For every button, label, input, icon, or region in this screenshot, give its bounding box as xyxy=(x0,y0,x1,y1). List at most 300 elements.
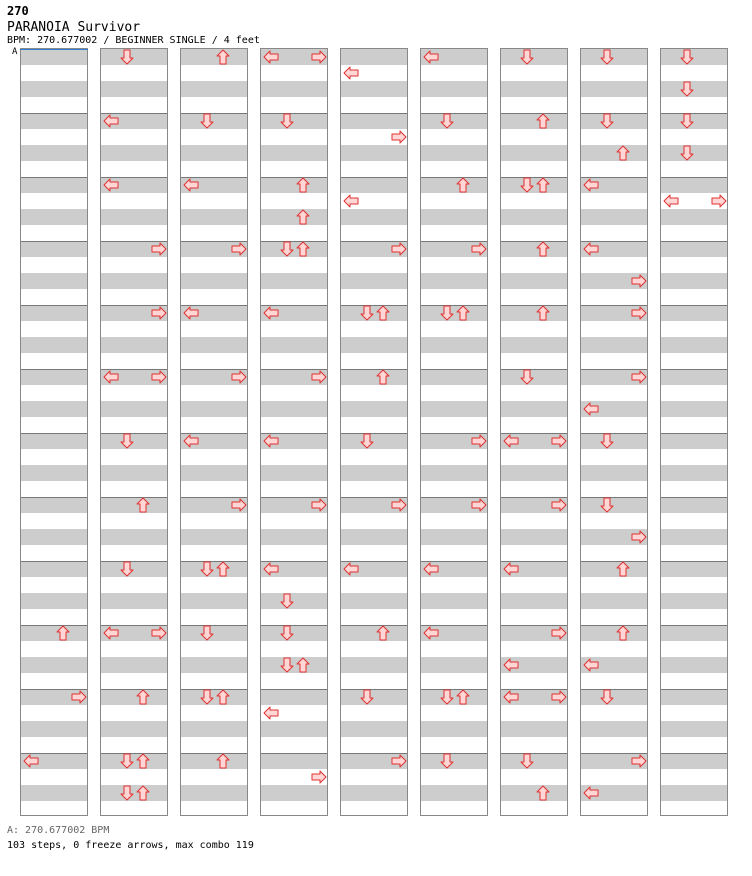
down-arrow-icon xyxy=(599,433,615,449)
beat-stripe xyxy=(21,209,87,225)
measure-line xyxy=(581,625,647,626)
down-arrow-icon xyxy=(279,593,295,609)
down-arrow-icon xyxy=(439,113,455,129)
down-arrow-icon xyxy=(119,561,135,577)
beat-stripe xyxy=(341,369,407,385)
beat-stripe xyxy=(21,145,87,161)
beat-stripe xyxy=(661,369,727,385)
left-arrow-icon xyxy=(183,433,199,449)
left-arrow-icon xyxy=(103,369,119,385)
beat-stripe xyxy=(261,721,327,737)
left-arrow-icon xyxy=(583,401,599,417)
up-arrow-icon xyxy=(295,177,311,193)
beat-stripe xyxy=(101,497,167,513)
beat-stripe xyxy=(421,593,487,609)
measure-line xyxy=(101,497,167,498)
beat-stripe xyxy=(261,273,327,289)
beat-stripe xyxy=(181,145,247,161)
up-arrow-icon xyxy=(535,305,551,321)
down-arrow-icon xyxy=(359,433,375,449)
left-arrow-icon xyxy=(263,305,279,321)
down-arrow-icon xyxy=(279,113,295,129)
down-arrow-icon xyxy=(519,177,535,193)
down-arrow-icon xyxy=(279,241,295,257)
beat-stripe xyxy=(661,209,727,225)
measure-line xyxy=(501,113,567,114)
beat-stripe xyxy=(181,465,247,481)
chart-column xyxy=(500,48,568,816)
measure-line xyxy=(661,561,727,562)
right-arrow-icon xyxy=(551,497,567,513)
beat-stripe xyxy=(661,561,727,577)
beat-stripe xyxy=(261,785,327,801)
beat-stripe xyxy=(341,337,407,353)
beat-stripe xyxy=(261,145,327,161)
up-arrow-icon xyxy=(535,113,551,129)
beat-stripe xyxy=(501,113,567,129)
beat-stripe xyxy=(501,273,567,289)
beat-stripe xyxy=(261,689,327,705)
left-arrow-icon xyxy=(263,561,279,577)
right-arrow-icon xyxy=(711,193,727,209)
up-arrow-icon xyxy=(615,561,631,577)
measure-line xyxy=(661,369,727,370)
beat-stripe xyxy=(661,433,727,449)
measure-line xyxy=(421,177,487,178)
right-arrow-icon xyxy=(391,497,407,513)
up-arrow-icon xyxy=(215,49,231,65)
measure-line xyxy=(21,177,87,178)
beat-stripe xyxy=(21,81,87,97)
beat-stripe xyxy=(581,337,647,353)
beat-stripe xyxy=(421,529,487,545)
up-arrow-icon xyxy=(455,689,471,705)
measure-line xyxy=(21,369,87,370)
beat-stripe xyxy=(661,721,727,737)
beat-stripe xyxy=(341,657,407,673)
left-arrow-icon xyxy=(343,65,359,81)
measure-line xyxy=(21,561,87,562)
beat-stripe xyxy=(21,721,87,737)
beat-stripe xyxy=(181,529,247,545)
chart-column xyxy=(100,48,168,816)
down-arrow-icon xyxy=(519,753,535,769)
right-arrow-icon xyxy=(391,753,407,769)
beat-stripe xyxy=(501,241,567,257)
measure-line xyxy=(181,753,247,754)
up-arrow-icon xyxy=(535,241,551,257)
right-arrow-icon xyxy=(631,369,647,385)
up-arrow-icon xyxy=(135,753,151,769)
chart-column xyxy=(20,48,88,816)
measure-line xyxy=(261,753,327,754)
measure-line xyxy=(21,113,87,114)
right-arrow-icon xyxy=(551,433,567,449)
down-arrow-icon xyxy=(439,305,455,321)
down-arrow-icon xyxy=(199,689,215,705)
beat-stripe xyxy=(421,721,487,737)
left-arrow-icon xyxy=(583,177,599,193)
right-arrow-icon xyxy=(311,369,327,385)
down-arrow-icon xyxy=(119,49,135,65)
chart-column xyxy=(260,48,328,816)
down-arrow-icon xyxy=(199,625,215,641)
up-arrow-icon xyxy=(455,305,471,321)
down-arrow-icon xyxy=(279,625,295,641)
beat-stripe xyxy=(501,721,567,737)
beat-stripe xyxy=(101,273,167,289)
bpm-marker-label: A xyxy=(12,47,18,57)
measure-line xyxy=(341,113,407,114)
beat-stripe xyxy=(421,369,487,385)
left-arrow-icon xyxy=(423,561,439,577)
beat-stripe xyxy=(181,273,247,289)
left-arrow-icon xyxy=(583,785,599,801)
down-arrow-icon xyxy=(119,785,135,801)
measure-line xyxy=(501,241,567,242)
measure-line xyxy=(341,369,407,370)
beat-stripe xyxy=(21,305,87,321)
beat-stripe xyxy=(661,753,727,769)
down-arrow-icon xyxy=(359,689,375,705)
beat-stripe xyxy=(181,81,247,97)
right-arrow-icon xyxy=(471,497,487,513)
right-arrow-icon xyxy=(631,305,647,321)
measure-line xyxy=(341,625,407,626)
right-arrow-icon xyxy=(391,129,407,145)
up-arrow-icon xyxy=(295,657,311,673)
left-arrow-icon xyxy=(583,657,599,673)
beat-stripe xyxy=(421,337,487,353)
left-arrow-icon xyxy=(183,305,199,321)
right-arrow-icon xyxy=(311,769,327,785)
beat-stripe xyxy=(581,145,647,161)
beat-stripe xyxy=(501,529,567,545)
beat-stripe xyxy=(341,177,407,193)
measure-line xyxy=(21,433,87,434)
beat-stripe xyxy=(661,465,727,481)
left-arrow-icon xyxy=(423,49,439,65)
down-arrow-icon xyxy=(599,497,615,513)
left-arrow-icon xyxy=(23,753,39,769)
chart-meta: BPM: 270.677002 / BEGINNER SINGLE / 4 feet xyxy=(7,35,260,46)
measure-line xyxy=(261,177,327,178)
beat-stripe xyxy=(181,657,247,673)
measure-line xyxy=(661,177,727,178)
down-arrow-icon xyxy=(119,433,135,449)
beat-stripe xyxy=(501,785,567,801)
measure-line xyxy=(661,305,727,306)
up-arrow-icon xyxy=(135,689,151,705)
beat-stripe xyxy=(101,689,167,705)
beat-stripe xyxy=(21,465,87,481)
up-arrow-icon xyxy=(215,753,231,769)
left-arrow-icon xyxy=(103,177,119,193)
beat-stripe xyxy=(341,113,407,129)
beat-stripe xyxy=(341,209,407,225)
beat-stripe xyxy=(501,305,567,321)
beat-stripe xyxy=(661,401,727,417)
up-arrow-icon xyxy=(135,785,151,801)
measure-line xyxy=(21,241,87,242)
beat-stripe xyxy=(21,561,87,577)
beat-stripe xyxy=(261,209,327,225)
up-arrow-icon xyxy=(535,785,551,801)
right-arrow-icon xyxy=(231,369,247,385)
beat-stripe xyxy=(101,529,167,545)
song-title: PARANOIA Survivor xyxy=(7,20,141,35)
right-arrow-icon xyxy=(551,625,567,641)
beat-stripe xyxy=(421,657,487,673)
beat-stripe xyxy=(581,721,647,737)
beat-stripe xyxy=(661,337,727,353)
beat-stripe xyxy=(21,241,87,257)
up-arrow-icon xyxy=(455,177,471,193)
measure-line xyxy=(661,433,727,434)
down-arrow-icon xyxy=(679,113,695,129)
right-arrow-icon xyxy=(471,241,487,257)
beat-stripe xyxy=(421,401,487,417)
beat-stripe xyxy=(21,497,87,513)
measure-line xyxy=(661,625,727,626)
measure-line xyxy=(261,689,327,690)
beat-stripe xyxy=(341,49,407,65)
beat-stripe xyxy=(421,81,487,97)
beat-stripe xyxy=(101,145,167,161)
right-arrow-icon xyxy=(151,241,167,257)
right-arrow-icon xyxy=(551,689,567,705)
beat-stripe xyxy=(101,657,167,673)
beat-stripe xyxy=(501,465,567,481)
beat-stripe xyxy=(661,529,727,545)
beat-stripe xyxy=(341,465,407,481)
down-arrow-icon xyxy=(359,305,375,321)
chart-column xyxy=(180,48,248,816)
beat-stripe xyxy=(261,401,327,417)
beat-stripe xyxy=(341,785,407,801)
beat-stripe xyxy=(661,593,727,609)
down-arrow-icon xyxy=(599,113,615,129)
down-arrow-icon xyxy=(119,753,135,769)
left-arrow-icon xyxy=(263,705,279,721)
beat-stripe xyxy=(661,273,727,289)
down-arrow-icon xyxy=(599,689,615,705)
beat-stripe xyxy=(501,337,567,353)
beat-stripe xyxy=(661,625,727,641)
down-arrow-icon xyxy=(519,49,535,65)
beat-stripe xyxy=(661,497,727,513)
beat-stripe xyxy=(501,401,567,417)
beat-stripe xyxy=(101,721,167,737)
beat-stripe xyxy=(21,369,87,385)
up-arrow-icon xyxy=(55,625,71,641)
down-arrow-icon xyxy=(679,145,695,161)
beat-stripe xyxy=(421,273,487,289)
up-arrow-icon xyxy=(375,305,391,321)
measure-line xyxy=(661,497,727,498)
beat-stripe xyxy=(181,49,247,65)
beat-stripe xyxy=(581,593,647,609)
measure-line xyxy=(581,561,647,562)
down-arrow-icon xyxy=(439,753,455,769)
beat-stripe xyxy=(341,81,407,97)
beat-stripe xyxy=(581,209,647,225)
chart-column xyxy=(660,48,728,816)
measure-line xyxy=(21,625,87,626)
down-arrow-icon xyxy=(679,49,695,65)
right-arrow-icon xyxy=(311,49,327,65)
left-arrow-icon xyxy=(503,657,519,673)
up-arrow-icon xyxy=(375,369,391,385)
beat-stripe xyxy=(421,209,487,225)
beat-stripe xyxy=(501,209,567,225)
up-arrow-icon xyxy=(535,177,551,193)
beat-stripe xyxy=(341,593,407,609)
right-arrow-icon xyxy=(391,241,407,257)
beat-stripe xyxy=(181,721,247,737)
beat-stripe xyxy=(581,465,647,481)
beat-stripe xyxy=(21,273,87,289)
right-arrow-icon xyxy=(471,433,487,449)
beat-stripe xyxy=(341,721,407,737)
right-arrow-icon xyxy=(151,625,167,641)
right-arrow-icon xyxy=(231,497,247,513)
measure-line xyxy=(341,177,407,178)
beat-stripe xyxy=(21,113,87,129)
beat-stripe xyxy=(341,273,407,289)
beat-stripe xyxy=(21,625,87,641)
chart-column xyxy=(420,48,488,816)
beat-stripe xyxy=(101,465,167,481)
up-arrow-icon xyxy=(615,625,631,641)
beat-stripe xyxy=(341,529,407,545)
level-number: 270 xyxy=(7,4,29,18)
right-arrow-icon xyxy=(311,497,327,513)
beat-stripe xyxy=(261,529,327,545)
down-arrow-icon xyxy=(519,369,535,385)
chart-column xyxy=(340,48,408,816)
bpm-marker-line xyxy=(20,49,88,50)
beat-stripe xyxy=(101,337,167,353)
up-arrow-icon xyxy=(615,145,631,161)
beat-stripe xyxy=(101,209,167,225)
beat-stripe xyxy=(261,753,327,769)
beat-stripe xyxy=(181,401,247,417)
beat-stripe xyxy=(501,593,567,609)
measure-line xyxy=(21,497,87,498)
beat-stripe xyxy=(341,145,407,161)
up-arrow-icon xyxy=(215,689,231,705)
beat-stripe xyxy=(261,465,327,481)
beat-stripe xyxy=(661,689,727,705)
right-arrow-icon xyxy=(631,753,647,769)
beat-stripe xyxy=(101,593,167,609)
beat-stripe xyxy=(341,625,407,641)
beat-stripe xyxy=(581,625,647,641)
measure-line xyxy=(101,689,167,690)
left-arrow-icon xyxy=(103,113,119,129)
footer-stats: 103 steps, 0 freeze arrows, max combo 119 xyxy=(7,840,254,851)
beat-stripe xyxy=(21,177,87,193)
beat-stripe xyxy=(421,145,487,161)
beat-stripe xyxy=(501,81,567,97)
beat-stripe xyxy=(101,401,167,417)
right-arrow-icon xyxy=(151,369,167,385)
beat-stripe xyxy=(21,593,87,609)
measure-line xyxy=(661,753,727,754)
left-arrow-icon xyxy=(263,433,279,449)
beat-stripe xyxy=(661,177,727,193)
beat-stripe xyxy=(21,785,87,801)
left-arrow-icon xyxy=(183,177,199,193)
left-arrow-icon xyxy=(583,241,599,257)
beat-stripe xyxy=(21,433,87,449)
down-arrow-icon xyxy=(679,81,695,97)
down-arrow-icon xyxy=(279,657,295,673)
beat-stripe xyxy=(661,785,727,801)
left-arrow-icon xyxy=(103,625,119,641)
left-arrow-icon xyxy=(343,193,359,209)
beat-stripe xyxy=(101,81,167,97)
beat-stripe xyxy=(21,49,87,65)
right-arrow-icon xyxy=(151,305,167,321)
left-arrow-icon xyxy=(263,49,279,65)
left-arrow-icon xyxy=(503,433,519,449)
measure-line xyxy=(421,369,487,370)
beat-stripe xyxy=(181,753,247,769)
down-arrow-icon xyxy=(599,49,615,65)
beat-stripe xyxy=(581,81,647,97)
measure-line xyxy=(661,689,727,690)
down-arrow-icon xyxy=(199,561,215,577)
left-arrow-icon xyxy=(343,561,359,577)
down-arrow-icon xyxy=(199,113,215,129)
right-arrow-icon xyxy=(71,689,87,705)
right-arrow-icon xyxy=(631,273,647,289)
measure-line xyxy=(661,241,727,242)
beat-stripe xyxy=(421,785,487,801)
up-arrow-icon xyxy=(375,625,391,641)
beat-stripe xyxy=(661,305,727,321)
beat-stripe xyxy=(181,785,247,801)
measure-line xyxy=(501,305,567,306)
beat-stripe xyxy=(421,465,487,481)
beat-stripe xyxy=(261,337,327,353)
beat-stripe xyxy=(181,209,247,225)
beat-stripe xyxy=(21,657,87,673)
beat-stripe xyxy=(661,657,727,673)
measure-line xyxy=(21,305,87,306)
up-arrow-icon xyxy=(135,497,151,513)
beat-stripe xyxy=(421,177,487,193)
chart-column xyxy=(580,48,648,816)
beat-stripe xyxy=(341,401,407,417)
beat-stripe xyxy=(21,401,87,417)
beat-stripe xyxy=(661,241,727,257)
right-arrow-icon xyxy=(231,241,247,257)
beat-stripe xyxy=(21,529,87,545)
left-arrow-icon xyxy=(423,625,439,641)
footer-bpm: A: 270.677002 BPM xyxy=(7,825,110,836)
beat-stripe xyxy=(501,145,567,161)
up-arrow-icon xyxy=(215,561,231,577)
beat-stripe xyxy=(581,561,647,577)
up-arrow-icon xyxy=(295,209,311,225)
beat-stripe xyxy=(261,177,327,193)
beat-stripe xyxy=(21,337,87,353)
beat-stripe xyxy=(181,593,247,609)
right-arrow-icon xyxy=(631,529,647,545)
